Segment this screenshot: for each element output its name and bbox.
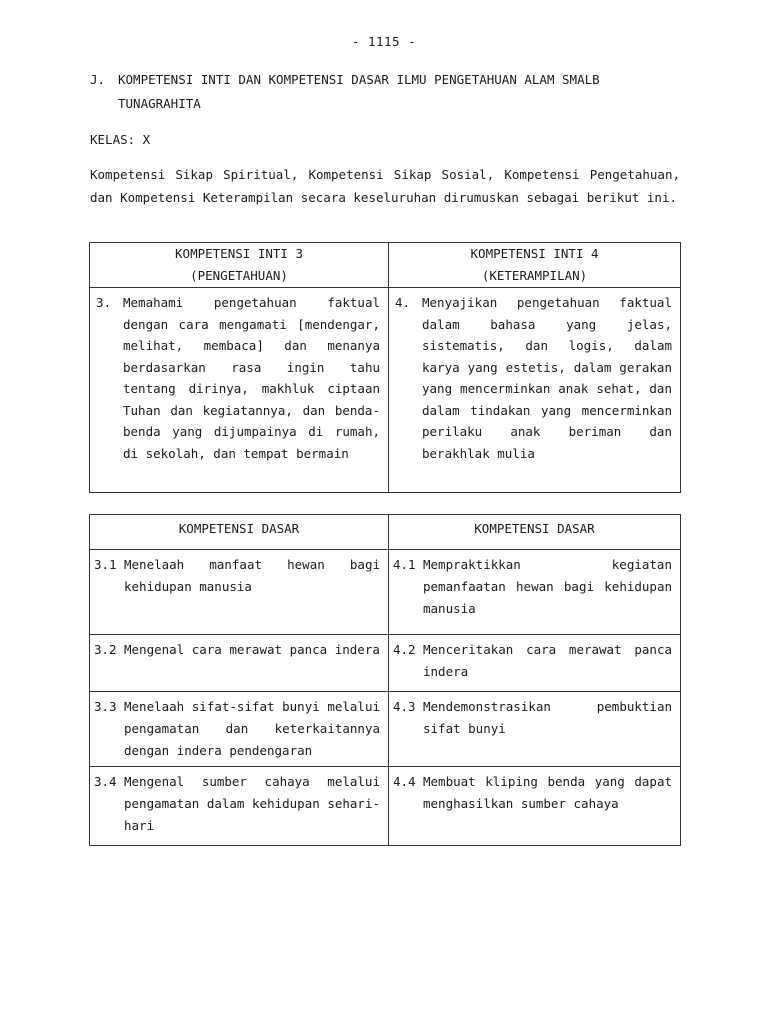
item-number: 3.1 [94,557,117,572]
kd-cell [90,550,389,635]
kd-header-left: KOMPETENSI DASAR [90,515,389,550]
core-competency-table [89,242,681,493]
ki4-cell [389,288,681,493]
item-text: Mengenal cara merawat panca indera [124,642,380,657]
list-item [94,554,380,598]
item-text: Menceritakan cara merawat panca indera [423,642,672,679]
table-row [90,550,681,635]
list-item [393,639,672,683]
list-item [393,554,672,620]
header-line: KOMPETENSI INTI 4 [470,246,599,261]
table-row [90,288,681,493]
section-heading [90,68,680,116]
table-row [90,635,681,692]
header-line: (KETERAMPILAN) [481,268,588,283]
item-number: 4.2 [393,642,416,657]
item-number: 3.4 [94,774,117,789]
kd-cell [90,635,389,692]
kd-cell [90,767,389,846]
page-number: - 1115 - [351,34,417,49]
ki4-header [389,243,681,288]
basic-competency-table [89,514,681,846]
kd-cell [389,635,681,692]
table-row [90,692,681,767]
list-item [94,696,380,762]
list-item [94,771,380,837]
item-text: Menyajikan pengetahuan faktual dalam bahasa yang jelas, sistematis, dan logis, dalam karya yang estetis, dalam gerakan yang mencerminkan anak sehat, dan dalam tindakan yang mencerminkan perilaku anak beriman dan berakhlak mulia [422,295,672,461]
table-header-row [90,515,681,550]
list-item [96,292,380,464]
intro-paragraph: Kompetensi Sikap Spiritual, Kompetensi Sikap Sosial, Kompetensi Pengetahuan, dan Kompetensi Keterampilan secara keseluruhan dirumuskan sebagai berikut ini. [90,167,680,205]
class-label: KELAS: X [90,132,151,147]
kd-cell [389,550,681,635]
list-item [393,696,672,740]
kd-cell [389,692,681,767]
header-line: (PENGETAHUAN) [190,268,288,283]
item-text: Memahami pengetahuan faktual dengan cara mengamati [mendengar, melihat, membaca] dan menanya berdasarkan rasa ingin tahu tentang dirinya, makhluk ciptaan Tuhan dan kegiatannya, dan benda-benda yang dijumpainya di rumah, di sekolah, dan tempat bermain [123,295,380,461]
item-number: 3.2 [94,642,117,657]
table-row [90,767,681,846]
item-text: Mengenal sumber cahaya melalui pengamatan dalam kehidupan sehari-hari [124,774,380,833]
item-number: 4.4 [393,774,416,789]
item-number: 4. [395,295,411,310]
list-item [393,771,672,815]
item-text: Membuat kliping benda yang dapat menghasilkan sumber cahaya [423,774,672,811]
list-item [395,292,672,464]
kd-header-right: KOMPETENSI DASAR [389,515,681,550]
header-line: KOMPETENSI INTI 3 [175,246,303,261]
section-number: J. [90,72,106,87]
item-text: Menelaah sifat-sifat bunyi melalui pengamatan dan keterkaitannya dengan indera pendengaran [124,699,380,758]
item-number: 4.3 [393,699,416,714]
ki3-cell [90,288,389,493]
item-number: 4.1 [393,557,416,572]
ki3-header [90,243,389,288]
item-number: 3.3 [94,699,117,714]
item-number: 3. [96,295,112,310]
item-text: Mendemonstrasikan pembuktian sifat bunyi [423,699,672,736]
list-item [94,639,380,661]
item-text: Mempraktikkan kegiatan pemanfaatan hewan bagi kehidupan manusia [423,557,672,616]
section-title: KOMPETENSI INTI DAN KOMPETENSI DASAR ILMU PENGETAHUAN ALAM SMALB TUNAGRAHITA [118,72,600,111]
item-text: Menelaah manfaat hewan bagi kehidupan manusia [124,557,380,594]
table-header-row [90,243,681,288]
kd-cell [90,692,389,767]
kd-cell [389,767,681,846]
